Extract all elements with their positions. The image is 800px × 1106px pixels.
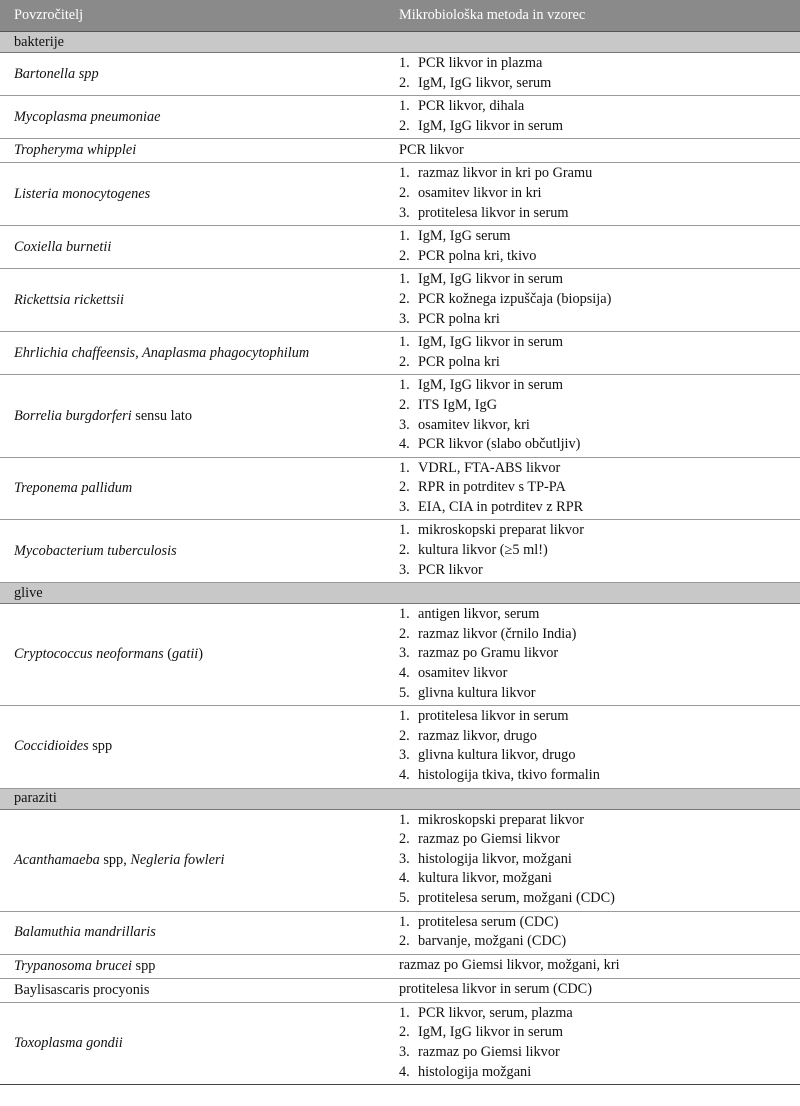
method-text: razmaz po Giemsi likvor bbox=[418, 831, 560, 848]
pathogen-name-part: spp, bbox=[99, 851, 131, 868]
pathogen-cell bbox=[0, 226, 385, 269]
method-item: 4. kultura likvor, možgani bbox=[399, 870, 553, 887]
pathogen-name-part: spp bbox=[131, 957, 156, 974]
method-text: razmaz likvor (črnilo India) bbox=[418, 625, 577, 642]
method-item: 4. PCR likvor (slabo občutljiv) bbox=[399, 436, 581, 453]
method-item: 1. mikroskopski preparat likvor bbox=[399, 522, 584, 539]
method-text: kultura likvor (≥5 ml!) bbox=[418, 542, 548, 559]
table-row bbox=[0, 911, 800, 954]
method-text: RPR in potrditev s TP-PA bbox=[418, 479, 566, 496]
method-text: razmaz likvor in kri po Gramu bbox=[418, 165, 593, 182]
pathogen-cell bbox=[0, 163, 385, 226]
method-cell bbox=[385, 53, 800, 96]
method-item: 3. glivna kultura likvor, drugo bbox=[399, 747, 576, 764]
category-row bbox=[0, 788, 800, 809]
table-body bbox=[0, 32, 800, 1085]
category-row bbox=[0, 583, 800, 604]
pathogen-name-part: Treponema pallidum bbox=[14, 480, 133, 497]
method-text: IgM, IgG likvor, serum bbox=[418, 74, 552, 91]
method-text: kultura likvor, možgani bbox=[418, 870, 553, 887]
table-row bbox=[0, 706, 800, 788]
table-row bbox=[0, 1002, 800, 1084]
method-item: 1. razmaz likvor in kri po Gramu bbox=[399, 165, 593, 182]
method-item: 1. protitelesa likvor in serum bbox=[399, 708, 569, 725]
method-item: 2. razmaz po Giemsi likvor bbox=[399, 831, 560, 848]
method-text: mikroskopski preparat likvor bbox=[418, 811, 584, 828]
category-row bbox=[0, 32, 800, 53]
pathogen-name-part: spp bbox=[88, 738, 113, 755]
method-text: IgM, IgG likvor in serum bbox=[418, 1024, 563, 1041]
header-method: Mikrobiološka metoda in vzorec bbox=[385, 0, 800, 32]
method-text: IgM, IgG likvor in serum bbox=[418, 377, 563, 394]
method-item: 1. VDRL, FTA-ABS likvor bbox=[399, 459, 561, 476]
pathogen-name-part: Tropheryma whipplei bbox=[14, 142, 137, 159]
method-item: 2. IgM, IgG likvor in serum bbox=[399, 1024, 563, 1041]
method-item: 3. protitelesa likvor in serum bbox=[399, 204, 569, 221]
method-text: osamitev likvor, kri bbox=[418, 416, 530, 433]
pathogen-name-part: ( bbox=[163, 646, 173, 663]
method-item: 5. protitelesa serum, možgani (CDC) bbox=[399, 889, 615, 906]
table-row bbox=[0, 226, 800, 269]
method-item: 2. IgM, IgG likvor in serum bbox=[399, 117, 563, 134]
method-cell bbox=[385, 604, 800, 706]
method-item: 2. ITS IgM, IgG bbox=[399, 396, 498, 413]
pathogen-cell bbox=[0, 809, 385, 911]
pathogen-name-part: Ehrlichia chaffeensis, Anaplasma phagocytophilum bbox=[14, 344, 310, 361]
pathogen-cell bbox=[0, 96, 385, 139]
method-item: 1. IgM, IgG serum bbox=[399, 228, 511, 245]
method-text: histologija tkiva, tkivo formalin bbox=[418, 767, 600, 783]
method-cell bbox=[385, 911, 800, 954]
pathogen-cell bbox=[0, 954, 385, 978]
category-label: glive bbox=[0, 583, 800, 604]
method-cell bbox=[385, 269, 800, 332]
method-cell bbox=[385, 139, 800, 163]
method-item: 3. osamitev likvor, kri bbox=[399, 416, 530, 433]
table-row bbox=[0, 978, 800, 1002]
method-text: histologija likvor, možgani bbox=[418, 850, 572, 867]
method-text: PCR likvor, serum, plazma bbox=[418, 1004, 573, 1021]
method-text: EIA, CIA in potrditev z RPR bbox=[418, 498, 584, 515]
method-text: protitelesa serum, možgani (CDC) bbox=[418, 889, 615, 906]
method-cell bbox=[385, 520, 800, 583]
method-item: 4. histologija možgani bbox=[399, 1063, 532, 1080]
method-text: protitelesa likvor in serum bbox=[418, 708, 569, 725]
method-item: 2. PCR polna kri bbox=[399, 353, 500, 370]
method-text: PCR polna kri bbox=[418, 310, 500, 327]
pathogen-name-part: Coxiella burnetii bbox=[14, 238, 112, 255]
method-cell bbox=[385, 706, 800, 788]
pathogen-name-part: Bartonella spp bbox=[14, 65, 99, 82]
pathogen-cell bbox=[0, 139, 385, 163]
method-text: histologija možgani bbox=[418, 1063, 532, 1080]
method-text: osamitev likvor bbox=[418, 665, 508, 682]
method-item: 2. PCR kožnega izpuščaja (biopsija) bbox=[399, 290, 612, 307]
pathogen-name-part: Mycoplasma pneumoniae bbox=[14, 108, 161, 125]
pathogen-name-part: Negleria fowleri bbox=[130, 851, 225, 868]
method-text: antigen likvor, serum bbox=[418, 606, 540, 623]
method-item: 2. barvanje, možgani (CDC) bbox=[399, 933, 567, 950]
pathogen-name-part: gatii bbox=[172, 646, 199, 663]
method-text: barvanje, možgani (CDC) bbox=[418, 933, 567, 950]
method-cell bbox=[385, 978, 800, 1002]
table-row bbox=[0, 520, 800, 583]
method-item: 1. PCR likvor, serum, plazma bbox=[399, 1004, 573, 1021]
method-item: 2. PCR polna kri, tkivo bbox=[399, 247, 537, 264]
method-item: 2. osamitev likvor in kri bbox=[399, 184, 542, 201]
pathogen-cell bbox=[0, 911, 385, 954]
category-label: paraziti bbox=[0, 788, 800, 809]
method-item: 3. razmaz po Gramu likvor bbox=[399, 645, 559, 662]
method-text: PCR polna kri, tkivo bbox=[418, 247, 537, 264]
pathogen-cell bbox=[0, 53, 385, 96]
pathogen-cell bbox=[0, 375, 385, 457]
method-cell bbox=[385, 332, 800, 375]
table-row bbox=[0, 269, 800, 332]
table-row bbox=[0, 375, 800, 457]
method-text: osamitev likvor in kri bbox=[418, 184, 542, 201]
method-item: 5. glivna kultura likvor bbox=[399, 684, 536, 701]
pathogen-name-part: sensu lato bbox=[131, 407, 193, 424]
method-item: 1. IgM, IgG likvor in serum bbox=[399, 334, 563, 351]
pathogen-name-part: Mycobacterium tuberculosis bbox=[14, 542, 177, 559]
method-text: PCR likvor, dihala bbox=[418, 98, 525, 115]
method-item: 4. histologija tkiva, tkivo formalin bbox=[399, 767, 600, 783]
method-item: 1. protitelesa serum (CDC) bbox=[399, 913, 559, 930]
pathogen-cell bbox=[0, 520, 385, 583]
method-cell bbox=[385, 954, 800, 978]
method-text: razmaz po Giemsi likvor, možgani, kri bbox=[399, 957, 620, 974]
table-row bbox=[0, 53, 800, 96]
pathogen-name-part: Trypanosoma brucei bbox=[14, 957, 132, 974]
method-cell bbox=[385, 457, 800, 520]
pathogen-name-part: Toxoplasma gondii bbox=[14, 1034, 123, 1051]
method-text: protitelesa likvor in serum (CDC) bbox=[399, 981, 592, 998]
method-text: PCR likvor in plazma bbox=[418, 55, 543, 71]
pathogen-name-part: Borrelia burgdorferi bbox=[14, 407, 132, 424]
method-text: VDRL, FTA-ABS likvor bbox=[418, 459, 561, 476]
method-text: glivna kultura likvor, drugo bbox=[418, 747, 576, 764]
pathogen-cell bbox=[0, 269, 385, 332]
method-text: IgM, IgG likvor in serum bbox=[418, 271, 563, 288]
method-text: razmaz likvor, drugo bbox=[418, 727, 537, 744]
method-text: glivna kultura likvor bbox=[418, 684, 536, 701]
method-text: protitelesa serum (CDC) bbox=[418, 913, 559, 930]
table-row bbox=[0, 809, 800, 911]
method-item: 3. EIA, CIA in potrditev z RPR bbox=[399, 498, 584, 515]
method-item: 1. PCR likvor, dihala bbox=[399, 98, 525, 115]
method-text: razmaz po Gramu likvor bbox=[418, 645, 559, 662]
method-item: 1. PCR likvor in plazma bbox=[399, 55, 543, 71]
table-row bbox=[0, 96, 800, 139]
table-row bbox=[0, 954, 800, 978]
table-header-row bbox=[0, 0, 800, 32]
method-text: PCR polna kri bbox=[418, 353, 500, 370]
pathogen-name-part: ) bbox=[198, 646, 204, 663]
table-row bbox=[0, 139, 800, 163]
method-cell bbox=[385, 809, 800, 911]
method-text: IgM, IgG serum bbox=[418, 228, 511, 245]
pathogen-cell bbox=[0, 457, 385, 520]
method-cell bbox=[385, 96, 800, 139]
category-label: bakterije bbox=[0, 32, 800, 53]
table-row bbox=[0, 604, 800, 706]
method-item: 2. razmaz likvor (črnilo India) bbox=[399, 625, 577, 642]
method-item: 1. mikroskopski preparat likvor bbox=[399, 811, 584, 828]
method-text: IgM, IgG likvor in serum bbox=[418, 334, 563, 351]
method-item: 1. IgM, IgG likvor in serum bbox=[399, 271, 563, 288]
method-cell bbox=[385, 226, 800, 269]
method-item: 2. RPR in potrditev s TP-PA bbox=[399, 479, 566, 496]
pathogen-name-part: Rickettsia rickettsii bbox=[14, 291, 124, 308]
method-text: razmaz po Giemsi likvor bbox=[418, 1043, 560, 1060]
pathogen-cell bbox=[0, 604, 385, 706]
pathogen-cell bbox=[0, 1002, 385, 1084]
method-item: 2. razmaz likvor, drugo bbox=[399, 727, 537, 744]
method-item: 3. histologija likvor, možgani bbox=[399, 850, 572, 867]
pathogen-name-part: Baylisascaris procyonis bbox=[14, 981, 150, 998]
method-cell bbox=[385, 375, 800, 457]
method-item: 2. kultura likvor (≥5 ml!) bbox=[399, 542, 548, 559]
method-item: 3. PCR likvor bbox=[399, 561, 483, 578]
pathogen-cell bbox=[0, 332, 385, 375]
table-row bbox=[0, 332, 800, 375]
table-row bbox=[0, 457, 800, 520]
method-text: protitelesa likvor in serum bbox=[418, 204, 569, 221]
method-item: 4. osamitev likvor bbox=[399, 665, 508, 682]
method-text: IgM, IgG likvor in serum bbox=[418, 117, 563, 134]
pathogen-name-part: Cryptococcus neoformans bbox=[14, 646, 164, 663]
method-item: 3. PCR polna kri bbox=[399, 310, 500, 327]
pathogen-name-part: Coccidioides bbox=[14, 738, 89, 755]
method-item: 1. IgM, IgG likvor in serum bbox=[399, 377, 563, 394]
method-cell bbox=[385, 1002, 800, 1084]
method-text: ITS IgM, IgG bbox=[418, 396, 498, 413]
method-text: mikroskopski preparat likvor bbox=[418, 522, 584, 539]
pathogen-name-part: Acanthamaeba bbox=[14, 851, 100, 868]
method-cell bbox=[385, 163, 800, 226]
header-pathogen: Povzročitelj bbox=[0, 0, 385, 32]
table-row bbox=[0, 163, 800, 226]
pathogen-cell bbox=[0, 978, 385, 1002]
method-item: 3. razmaz po Giemsi likvor bbox=[399, 1043, 560, 1060]
pathogen-name-part: Listeria monocytogenes bbox=[14, 185, 151, 202]
method-text: PCR kožnega izpuščaja (biopsija) bbox=[418, 290, 612, 307]
method-text: PCR likvor bbox=[399, 141, 464, 158]
method-item: 2. IgM, IgG likvor, serum bbox=[399, 74, 552, 91]
pathogen-cell bbox=[0, 706, 385, 788]
method-text: PCR likvor bbox=[418, 561, 483, 578]
method-item: 1. antigen likvor, serum bbox=[399, 606, 540, 623]
method-text: PCR likvor (slabo občutljiv) bbox=[418, 436, 581, 453]
pathogen-name-part: Balamuthia mandrillaris bbox=[14, 924, 156, 941]
